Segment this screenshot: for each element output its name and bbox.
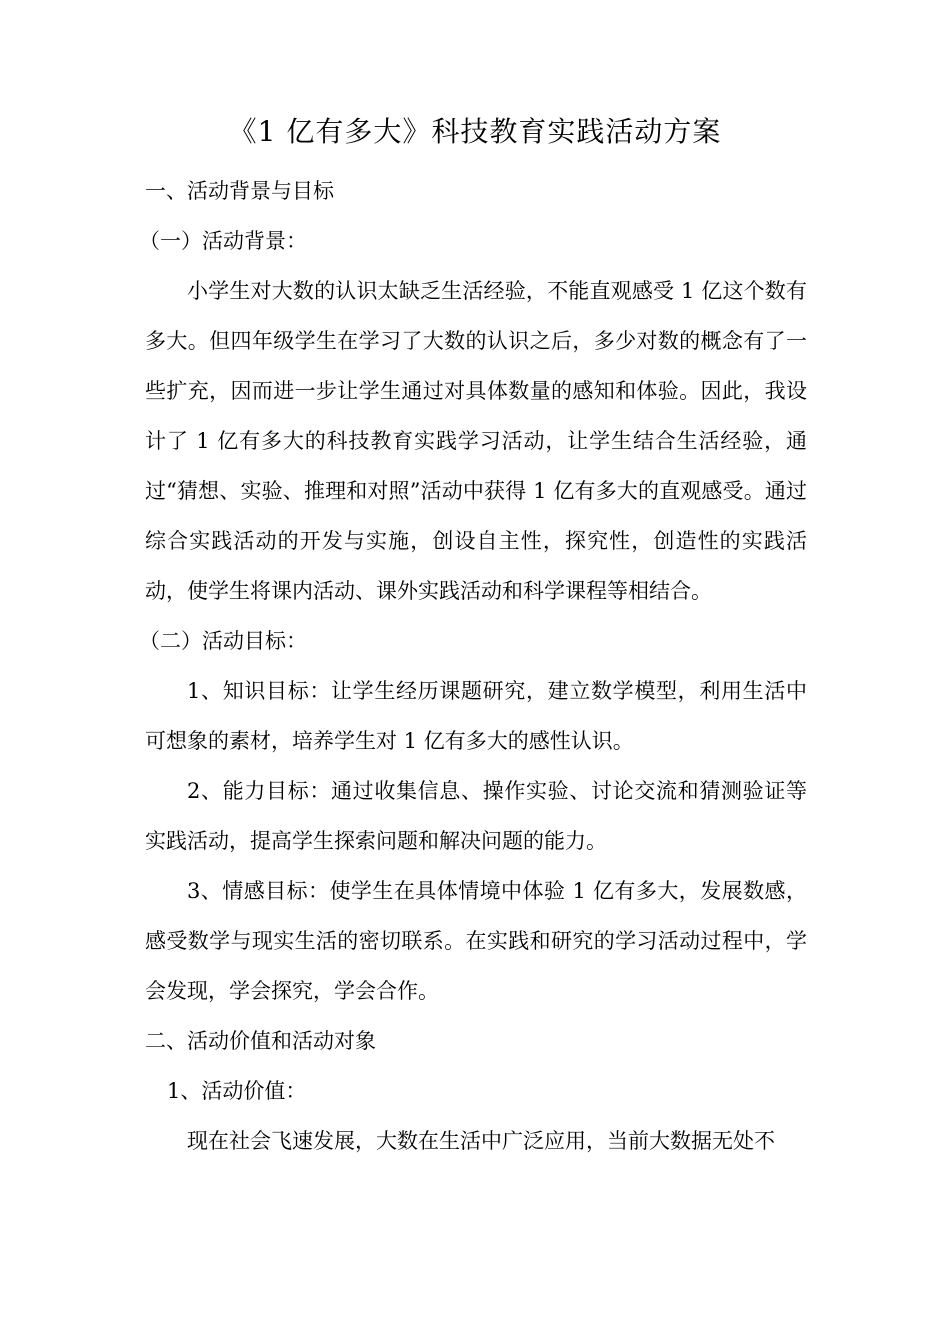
document-body	[139, 166, 807, 1166]
item-heading-activity-value: 1、活动价值：	[167, 1079, 307, 1103]
paragraph-emotion-goal: 3、情感目标：使学生在具体情境中体验 1 亿有多大，发展数感，感受数学与现实生活的密切联系。在实践和研究的学习活动过程中，学会发现，学会探究，学会合作。	[145, 879, 807, 1003]
subsection-heading-background: （一）活动背景：	[139, 229, 307, 253]
subsection-heading-goals: （二）活动目标：	[139, 629, 307, 653]
paragraph-ability-goal: 2、能力目标：通过收集信息、操作实验、讨论交流和猜测验证等实践活动，提高学生探索问题和解决问题的能力。	[145, 779, 807, 853]
paragraph-background: 小学生对大数的认识太缺乏生活经验，不能直观感受 1 亿这个数有多大。但四年级学生在学习了大数的认识之后，多少对数的概念有了一些扩充，因而进一步让学生通过对具体数量的感知和体验。因此，我设计了 1 亿有多大的科技教育实践学习活动，让学生结合生活经验，通过“猜想、实验、推理和对照”活动中获得 1 亿有多大的直观感受。通过综合实践活动的开发与实施，创设自主性，探究性，创造性的实践活动，使学生将课内活动、课外实践活动和科学课程等相结合。	[145, 279, 807, 603]
section-heading-background-goals: 一、活动背景与目标	[145, 179, 334, 203]
paragraph-knowledge-goal: 1、知识目标：让学生经历课题研究，建立数学模型，利用生活中可想象的素材，培养学生对 1 亿有多大的感性认识。	[145, 679, 807, 753]
paragraph-activity-value: 现在社会飞速发展，大数在生活中广泛应用，当前大数据无处不	[187, 1129, 775, 1153]
section-heading-value-target: 二、活动价值和活动对象	[145, 1029, 376, 1053]
document-title: 《1 亿有多大》科技教育实践活动方案	[228, 115, 722, 148]
